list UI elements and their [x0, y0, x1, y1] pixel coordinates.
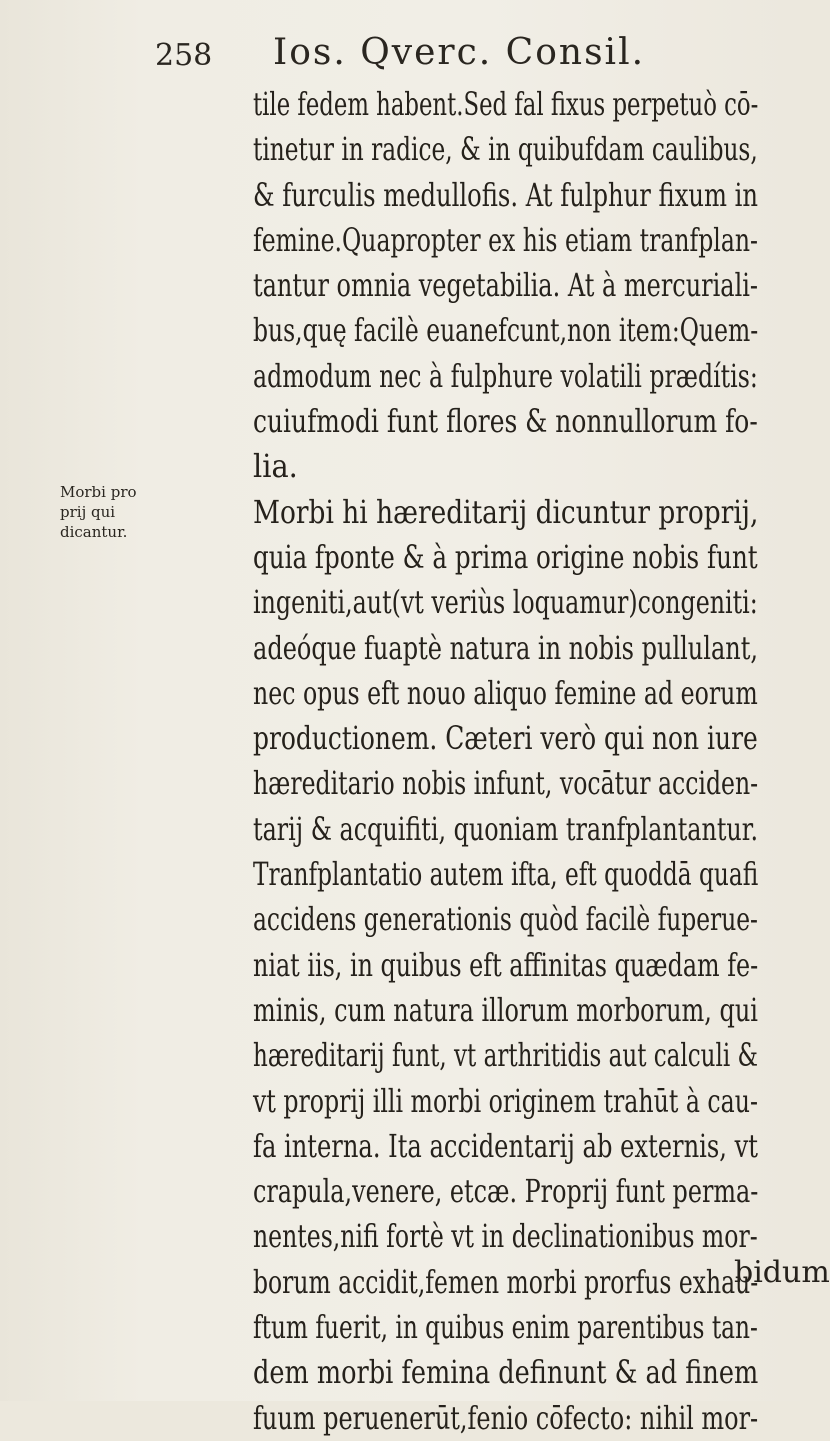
page-number: 258 — [155, 38, 213, 73]
text-line: nentes,nifi fortè vt in declinationibus mor- — [253, 1217, 758, 1256]
text-line: hæreditario nobis infunt, vocātur acciden- — [253, 764, 759, 803]
text-line: lia. — [253, 447, 298, 486]
text-line: tinetur in radice, & in quibufdam caulibus, — [253, 130, 758, 169]
text-line: niat iis, in quibus eft affinitas quædam fe- — [253, 945, 759, 984]
text-line: Tranfplantatio autem ifta, eft quoddā quafi — [253, 855, 759, 894]
margin-note-line: prij qui — [60, 503, 116, 521]
text-line: admodum nec à fulphure volatili prædítis: — [253, 356, 758, 395]
margin-note-line: Morbi pro — [60, 483, 137, 501]
text-line: vt proprij illi morbi originem trahūt à cau- — [253, 1081, 758, 1120]
text-line: borum accidit,femen morbi prorfus exhau- — [253, 1262, 759, 1301]
text-line: quia fponte & à prima origine nobis funt — [253, 537, 758, 576]
body-text — [253, 82, 813, 1441]
text-line: accidens generationis quòd facilè fuperue- — [253, 900, 758, 939]
margin-note — [60, 482, 138, 542]
text-line: bus,quę facilè euanefcunt,non item:Quem- — [253, 311, 759, 350]
text-line: tantur omnia vegetabilia. At à mercuriali- — [253, 266, 759, 305]
running-head: Ios. Qverc. Consil. — [273, 32, 646, 73]
text-line: hæreditarij funt, vt arthritidis aut calculi & — [253, 1036, 758, 1075]
text-line: fa interna. Ita accidentarij ab externis, vt — [253, 1126, 758, 1165]
text-line: femine.Quapropter ex his etiam tranfplan- — [253, 220, 758, 259]
text-line: ingeniti,aut(vt veriùs loquamur)congeniti: — [253, 583, 758, 622]
text-line: tile fedem habent.Sed fal fixus perpetuò cō- — [253, 85, 759, 123]
text-line: dem morbi femina definunt & ad finem — [253, 1353, 759, 1392]
text-line: cuiufmodi funt flores & nonnullorum fo- — [253, 402, 758, 441]
text-line: nec opus eft nouo aliquo femine ad eorum — [253, 673, 758, 712]
text-line: minis, cum natura illorum morborum, qui — [253, 990, 758, 1029]
text-line: adeóque fuaptè natura in nobis pullulant, — [253, 628, 759, 667]
text-line: fuum peruenerūt,fenio cōfecto: nihil mor- — [253, 1398, 759, 1437]
text-line: productionem. Cæteri verò qui non iure — [253, 719, 758, 758]
text-line: & furculis medullofis. At fulphur fixum in — [253, 175, 758, 214]
text-line: tarij & acquifiti, quoniam tranfplantantur. — [253, 809, 759, 848]
text-line: Morbi hi hæreditarij dicuntur proprij, — [253, 492, 759, 531]
page-header — [155, 28, 715, 78]
catchword: bidum — [734, 1255, 830, 1290]
text-line: crapula,venere, etcæ. Proprij funt perma- — [253, 1172, 759, 1211]
margin-note-line: dicantur. — [60, 523, 128, 541]
text-line: ftum fuerit, in quibus enim parentibus tan- — [253, 1308, 758, 1347]
